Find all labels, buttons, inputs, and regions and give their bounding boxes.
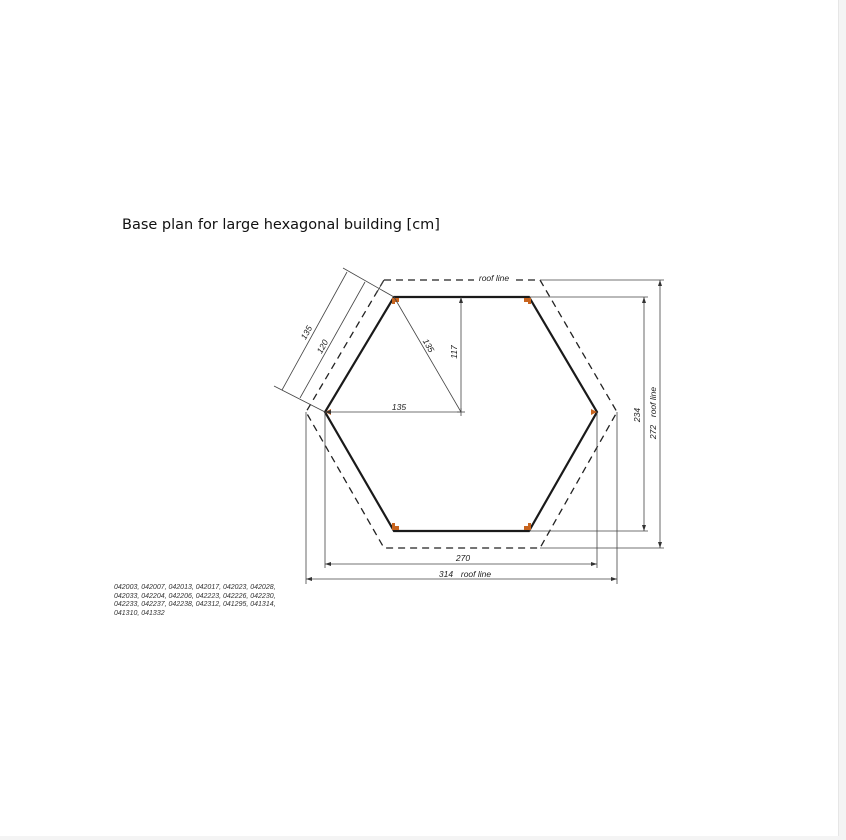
- arrow: [306, 577, 312, 581]
- width-270-label: 270: [455, 553, 471, 563]
- dimension-arrows: [306, 280, 662, 581]
- width-314-roof-label: roof line: [460, 569, 492, 579]
- side-135-ext-top: [343, 268, 394, 297]
- arrow: [591, 562, 597, 566]
- product-code-line: 041310, 041332: [114, 609, 165, 617]
- side-135-ext-bottom: [274, 386, 325, 412]
- arrow: [642, 525, 646, 531]
- roof-line-top-label: roof line: [478, 273, 510, 283]
- width-314-label: 314: [438, 569, 454, 579]
- product-code-line: 042033, 042204, 042206, 042223, 042226, 042230,: [114, 592, 276, 600]
- arrow: [642, 297, 646, 303]
- corner-post: [524, 298, 531, 304]
- radius-135-label: 135: [420, 336, 437, 355]
- internal-dimensions: [325, 297, 465, 416]
- arrow: [658, 280, 662, 286]
- height-272-label: 272: [648, 424, 658, 440]
- product-code-line: 042233, 042237, 042238, 042312, 041295, 041314,: [114, 601, 276, 609]
- half-width-135-label: 135: [391, 402, 407, 412]
- side-135-label: 135: [298, 323, 315, 342]
- side-120-label: 120: [314, 337, 331, 356]
- page-title: Base plan for large hexagonal building [cm]: [122, 217, 440, 233]
- arrow: [658, 542, 662, 548]
- apothem-117-label: 117: [449, 345, 459, 359]
- height-234-label: 234: [632, 407, 642, 423]
- roof-line-outline: [306, 280, 617, 548]
- corner-post: [392, 523, 399, 530]
- arrow: [611, 577, 617, 581]
- side-dimensions: [274, 268, 394, 412]
- corner-post: [524, 523, 531, 530]
- arrow: [325, 562, 331, 566]
- product-code-line: 042003, 042007, 042013, 042017, 042023, 042028,: [114, 584, 276, 591]
- height-272-roof-label: roof line: [648, 386, 658, 418]
- product-codes: [114, 584, 314, 618]
